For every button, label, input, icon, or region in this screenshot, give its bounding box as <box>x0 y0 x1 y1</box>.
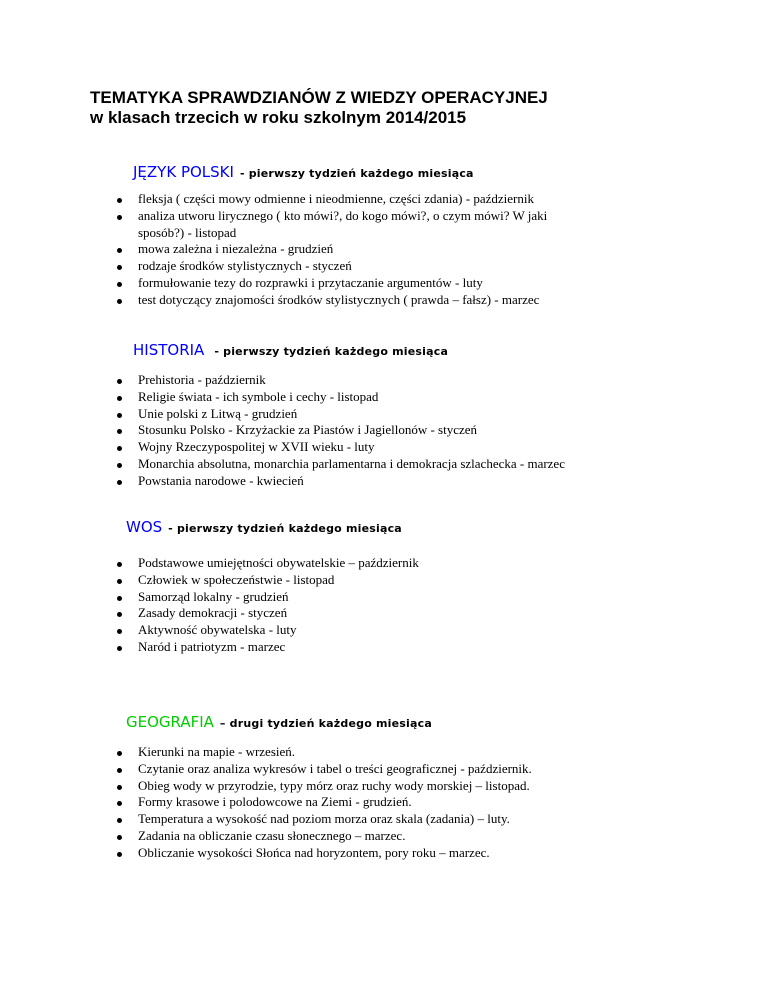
section-heading <box>126 712 432 734</box>
list-item-text: Obieg wody w przyrodzie, typy mórz oraz ruchy wody morskiej – listopad. <box>138 777 530 793</box>
list-item <box>0 794 576 811</box>
bullet-icon <box>117 646 122 651</box>
list-item-text: fleksja ( części mowy odmienne i nieodmienne, części zdania) - październik <box>138 191 534 206</box>
list-item <box>0 275 576 292</box>
bullet-icon <box>117 579 122 584</box>
list-item <box>0 456 576 473</box>
list-item-text: Obliczanie wysokości Słońca nad horyzontem, pory roku – marzec. <box>138 844 490 860</box>
bullet-icon <box>117 852 122 857</box>
list-item <box>0 778 576 795</box>
list-item-text: Temperatura a wysokość nad poziom morza oraz skala (zadania) – luty. <box>138 811 510 827</box>
list-item-text: Aktywność obywatelska - luty <box>138 622 297 638</box>
bullet-icon <box>117 751 122 756</box>
list-item-text: Powstania narodowe - kwiecień <box>138 472 304 488</box>
list-item <box>0 208 576 242</box>
section-heading <box>133 162 474 184</box>
list-item-text: Zasady demokracji - styczeń <box>138 605 288 621</box>
bullet-icon <box>117 198 122 203</box>
list-item <box>0 589 576 606</box>
subject-name: JĘZYK POLSKI <box>133 163 234 181</box>
list-item-text: Religie świata - ich symbole i cechy - listopad <box>138 388 379 404</box>
list-item <box>0 389 576 406</box>
list-item <box>0 744 576 761</box>
bullet-icon <box>117 596 122 601</box>
list-item-text: Wojny Rzeczypospolitej w XVII wieku - luty <box>138 439 375 455</box>
bullet-icon <box>117 413 122 418</box>
list-item <box>0 473 576 490</box>
topic-list <box>0 191 576 309</box>
list-item <box>0 845 576 862</box>
list-item-text: Unie polski z Litwą - grudzień <box>138 405 298 421</box>
list-item-text: rodzaje środków stylistycznych - styczeń <box>138 258 352 274</box>
list-item-text: Prehistoria - październik <box>138 372 266 387</box>
list-item <box>0 292 576 309</box>
list-item <box>0 241 576 258</box>
list-item <box>0 439 576 456</box>
bullet-icon <box>117 265 122 270</box>
list-item <box>0 258 576 275</box>
list-item <box>0 811 576 828</box>
list-item <box>0 828 576 845</box>
bullet-icon <box>117 562 122 567</box>
schedule-note: - pierwszy tydzień każdego miesiąca <box>239 167 474 180</box>
list-item <box>0 605 576 622</box>
list-item <box>0 622 576 639</box>
bullet-icon <box>117 396 122 401</box>
list-item <box>0 422 576 439</box>
list-item <box>0 761 576 778</box>
list-item-text: Monarchia absolutna, monarchia parlamentarna i demokracja szlachecka - marzec <box>138 455 565 471</box>
bullet-icon <box>117 480 122 485</box>
bullet-icon <box>117 629 122 634</box>
bullet-icon <box>117 818 122 823</box>
section-heading <box>133 340 448 362</box>
subject-name: WOS <box>126 518 163 536</box>
list-item <box>0 555 576 572</box>
list-item <box>0 372 576 389</box>
bullet-icon <box>117 282 122 287</box>
bullet-icon <box>117 785 122 790</box>
topic-list <box>0 372 576 490</box>
bullet-icon <box>117 768 122 773</box>
bullet-icon <box>117 215 122 220</box>
list-item-text: Stosunku Polsko - Krzyżackie za Piastów i Jagiellonów - styczeń <box>138 422 478 438</box>
list-item-text: Kierunki na mapie - wrzesień. <box>138 744 296 759</box>
bullet-icon <box>117 612 122 617</box>
subject-name: HISTORIA <box>133 341 205 359</box>
bullet-icon <box>117 835 122 840</box>
bullet-icon <box>117 248 122 253</box>
list-item <box>0 191 576 208</box>
section-heading <box>126 517 402 539</box>
bullet-icon <box>117 463 122 468</box>
topic-list <box>0 744 576 862</box>
list-item-text: Człowiek w społeczeństwie - listopad <box>138 571 335 587</box>
bullet-icon <box>117 801 122 806</box>
list-item-text: test dotyczący znajomości środków stylistycznych ( prawda – fałsz) - marzec <box>138 291 540 307</box>
bullet-icon <box>117 429 122 434</box>
bullet-icon <box>117 299 122 304</box>
schedule-note: - pierwszy tydzień każdego miesiąca <box>168 522 402 535</box>
list-item-text: Samorząd lokalny - grudzień <box>138 588 289 604</box>
page-title-line-1: TEMATYKA SPRAWDZIANÓW Z WIEDZY OPERACYJNEJ <box>90 88 548 107</box>
list-item-text: Zadania na obliczanie czasu słonecznego – marzec. <box>138 827 406 843</box>
schedule-note: – drugi tydzień każdego miesiąca <box>219 717 432 730</box>
page-title <box>90 88 548 128</box>
topic-list <box>0 555 576 656</box>
bullet-icon <box>117 446 122 451</box>
list-item-text: Podstawowe umiejętności obywatelskie – październik <box>138 555 419 570</box>
list-item-text: Naród i patriotyzm - marzec <box>138 638 286 654</box>
list-item <box>0 572 576 589</box>
list-item-text: mowa zależna i niezależna - grudzień <box>138 241 334 257</box>
list-item <box>0 406 576 423</box>
list-item-text: formułowanie tezy do rozprawki i przytaczanie argumentów - luty <box>138 274 483 290</box>
list-item <box>0 639 576 656</box>
list-item-text: Formy krasowe i polodowcowe na Ziemi - grudzień. <box>138 794 412 810</box>
subject-name: GEOGRAFIA <box>126 713 214 731</box>
list-item-text: Czytanie oraz analiza wykresów i tabel o treści geograficznej - październik. <box>138 760 532 776</box>
list-item-text: analiza utworu lirycznego ( kto mówi?, do kogo mówi?, o czym mówi? W jaki sposób?) - listopad <box>138 207 548 240</box>
schedule-note: - pierwszy tydzień każdego miesiąca <box>210 345 449 358</box>
bullet-icon <box>117 379 122 384</box>
page-title-line-2: w klasach trzecich w roku szkolnym 2014/2015 <box>90 108 467 127</box>
